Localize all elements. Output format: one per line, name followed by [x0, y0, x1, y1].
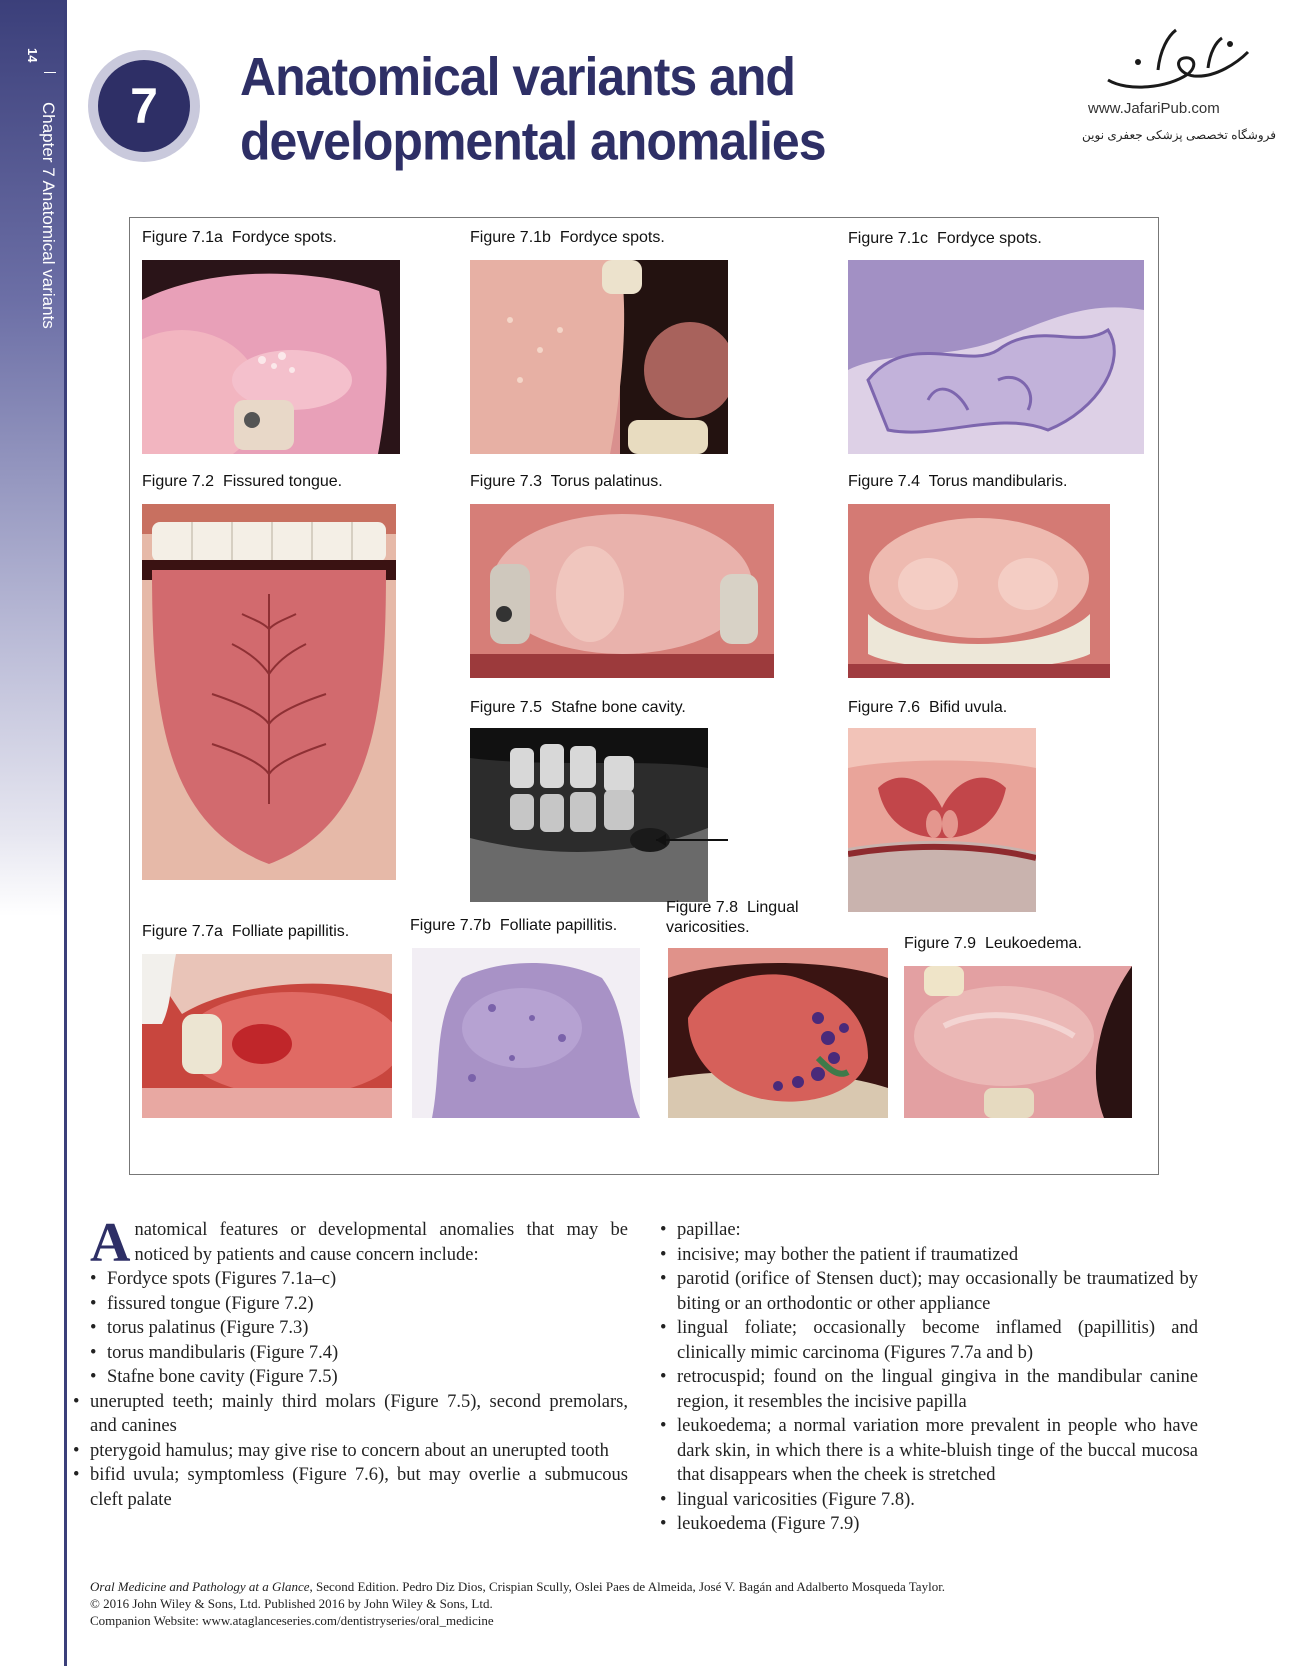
figure-caption: Figure 7.5 Stafne bone cavity.: [470, 699, 686, 716]
figure-7-7a-image: [142, 954, 392, 1118]
histology-icon: [412, 948, 640, 1118]
figure-panel: [129, 217, 1159, 1175]
publisher-url: www.JafariPub.com: [1088, 100, 1220, 117]
palate-photo-icon: [470, 504, 774, 678]
figure-7-6-image: [848, 728, 1036, 912]
sub-list: [660, 1243, 1198, 1488]
figure-7-2-image: [142, 504, 396, 880]
list-item: • torus mandibularis (Figure 7.4): [90, 1342, 339, 1363]
radiograph-icon: [470, 728, 728, 902]
figure-7-5-image: [470, 728, 728, 902]
publisher-logo: [1080, 22, 1280, 152]
figure-caption: Figure 7.1a Fordyce spots.: [142, 229, 337, 246]
figure-caption: Figure 7.7a Folliate papillitis.: [142, 923, 350, 940]
chapter-title: Anatomical variants and developmental anomalies: [240, 46, 826, 172]
page-number: 14: [25, 48, 40, 63]
tongue-photo-icon: [142, 504, 396, 880]
oral-photo-icon: [470, 260, 728, 454]
buccal-mucosa-photo-icon: [904, 966, 1132, 1118]
figure-caption: Figure 7.1c Fordyce spots.: [848, 230, 1042, 247]
figure-7-7b-image: [412, 948, 640, 1118]
drop-cap: A: [90, 1212, 131, 1274]
sub-list-item: • lingual foliate; occasionally become inflamed (papillitis) and clinically mimic carcinoma (Figures 7.7a and b): [660, 1318, 1198, 1363]
figure-caption: Figure 7.7b Folliate papillitis.: [410, 917, 618, 934]
running-chapter-label: Chapter 7 Anatomical variants: [39, 102, 58, 329]
list-item: • fissured tongue (Figure 7.2): [90, 1293, 314, 1314]
chapter-badge: [88, 50, 200, 162]
citation-line-2: © 2016 John Wiley & Sons, Ltd. Published 2016 by John Wiley & Sons, Ltd.: [90, 1596, 493, 1611]
sub-list-item: • leukoedema; a normal variation more prevalent in people who have dark skin, in which there is a white-bluish tinge of the buccal mucosa that disappears when the cheek is stretched: [660, 1416, 1198, 1485]
list-item: • torus palatinus (Figure 7.3): [90, 1318, 309, 1338]
chapter-number: 7: [98, 60, 190, 152]
list-item: • lingual varicosities (Figure 7.8).: [660, 1489, 915, 1510]
sub-list-item: • parotid (orifice of Stensen duct); may occasionally be traumatized by biting or an orthodontic or other appliance: [660, 1269, 1198, 1314]
sub-list-item: • incisive; may bother the patient if traumatized: [660, 1244, 1019, 1265]
body-text-left: [73, 1212, 628, 1512]
page-number-divider: [44, 72, 56, 73]
figure-7-4-image: [848, 504, 1110, 678]
list-item: • Stafne bone cavity (Figure 7.5): [90, 1367, 338, 1387]
figure-caption: Figure 7.9 Leukoedema.: [904, 935, 1082, 952]
list-item: • bifid uvula; symptomless (Figure 7.6), but may overlie a submucous cleft palate: [73, 1465, 628, 1510]
figure-7-9-image: [904, 966, 1132, 1118]
sub-list-item: • retrocuspid; found on the lingual gingiva in the mandibular canine region, it resembles the incisive papilla: [660, 1367, 1198, 1412]
mandible-photo-icon: [848, 504, 1110, 678]
publisher-tagline: فروشگاه تخصصی پزشکی جعفری نوین: [1082, 128, 1276, 142]
figure-7-8-image: [668, 948, 888, 1118]
list-item: • unerupted teeth; mainly third molars (Figure 7.5), second premolars, and canines: [73, 1391, 628, 1436]
citation-footer: [90, 1578, 945, 1629]
figure-caption: Figure 7.6 Bifid uvula.: [848, 699, 1008, 716]
figure-caption: Figure 7.3 Torus palatinus.: [470, 473, 663, 490]
uvula-photo-icon: [848, 728, 1036, 912]
list-item: • papillae:: [660, 1220, 741, 1240]
list-item: • leukoedema (Figure 7.9): [660, 1514, 860, 1534]
citation-line-1: Oral Medicine and Pathology at a Glance, Second Edition. Pedro Diz Dios, Crispian Scully, Oslei Paes de Almeida, José V. Bagán and Adalberto Mosqueda Taylor.: [90, 1579, 946, 1594]
figure-caption: Figure 7.4 Torus mandibularis.: [848, 473, 1068, 490]
figure-caption: Figure 7.8 Lingual varicosities.: [666, 899, 799, 936]
figure-7-1b-image: [470, 260, 728, 454]
figure-7-1c-image: [848, 260, 1144, 454]
tongue-varices-photo-icon: [668, 948, 888, 1118]
oral-photo-icon: [142, 260, 400, 454]
figure-caption: Figure 7.1b Fordyce spots.: [470, 229, 665, 246]
list-item: • pterygoid hamulus; may give rise to concern about an unerupted tooth: [73, 1440, 609, 1461]
figure-caption: Figure 7.2 Fissured tongue.: [142, 473, 343, 490]
body-text-right: [660, 1218, 1198, 1537]
calligraphy-logo-icon: [1098, 22, 1258, 96]
intro-paragraph: Anatomical features or developmental anomalies that may be noticed by patients and cause concern include:: [90, 1212, 628, 1274]
figure-7-3-image: [470, 504, 774, 678]
list-item: • Fordyce spots (Figures 7.1a–c): [90, 1269, 337, 1289]
tongue-side-photo-icon: [142, 954, 392, 1118]
figure-7-1a-image: [142, 260, 400, 454]
sidebar-rule: [64, 0, 67, 1666]
histology-icon: [848, 260, 1144, 454]
citation-line-3: Companion Website: www.ataglanceseries.com/dentistryseries/oral_medicine: [90, 1613, 494, 1628]
